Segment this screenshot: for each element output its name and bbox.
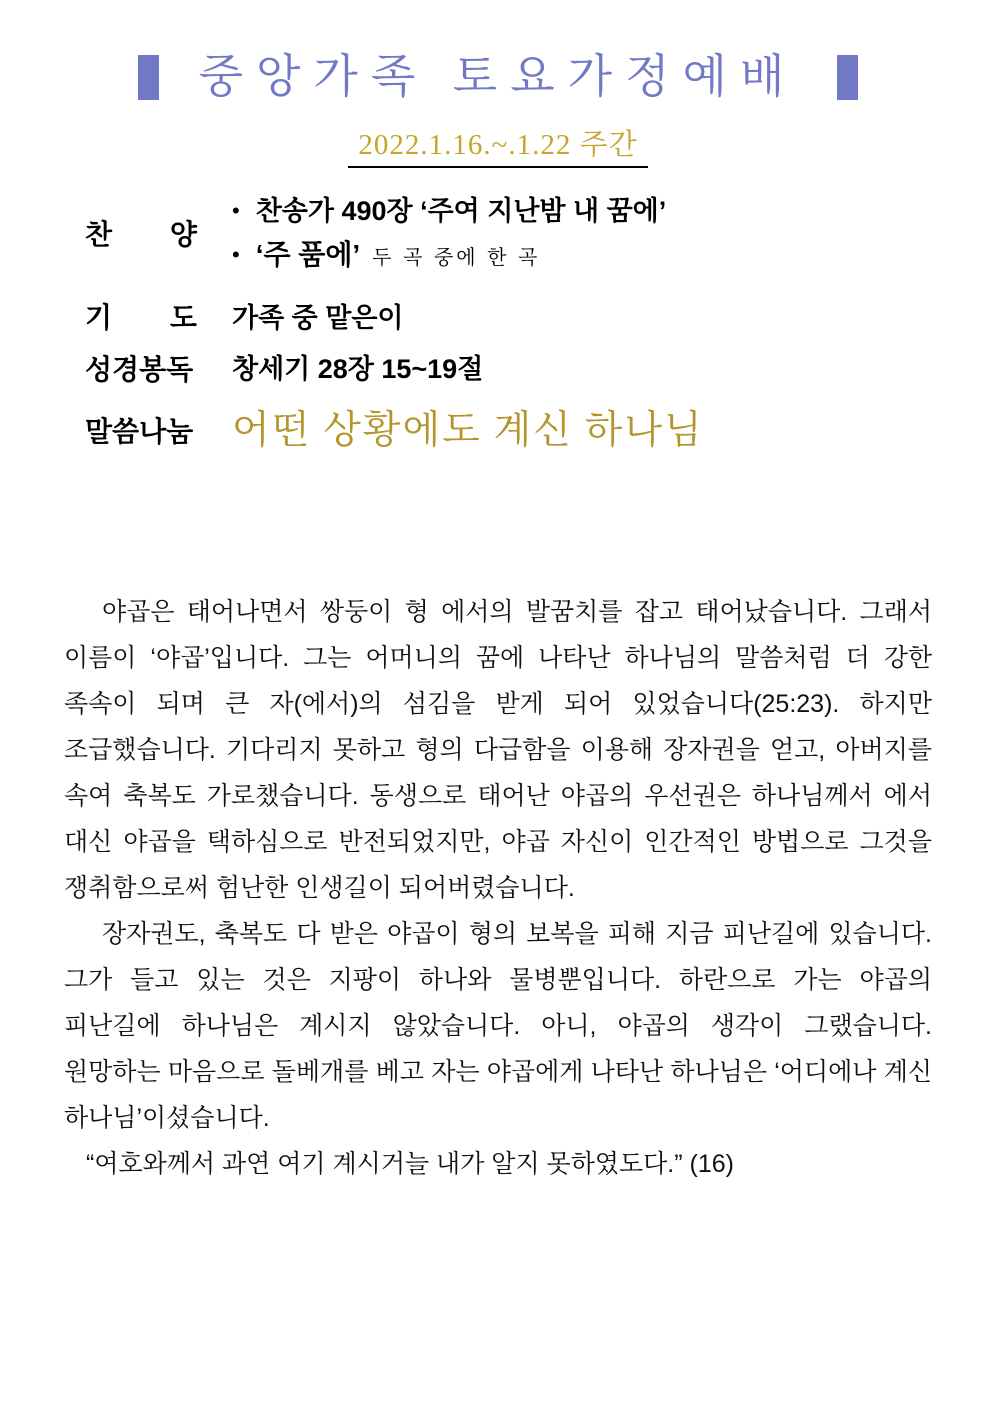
scripture-label: 성경봉독 [85,353,194,385]
prayer-value: 가족 중 맡은이 [232,302,404,333]
week-date-row [64,129,932,168]
page-title: 중앙가족 토요가정예배 [198,51,798,102]
praise-hymn: 찬송가 490장 ‘주여 지난밤 내 꿈에’ [255,195,667,226]
bullet-icon: • [232,241,240,267]
praise-hymn-line [232,190,666,234]
bullet-icon: • [232,197,240,223]
title-left-bar-icon [138,55,159,100]
scripture-row [64,353,932,387]
praise-song-note: 두 곡 중에 한 곡 [372,246,541,269]
meditation-text [64,589,932,1187]
header [64,52,932,103]
sermon-row [64,408,932,455]
meditation-paragraph-1: 야곱은 태어나면서 쌍둥이 형 에서의 발꿈치를 잡고 태어났습니다. 그래서 이름이 ‘야곱’입니다. 그는 어머니의 꿈에 나타난 하나님의 말씀처럼 더 강한 족속이 되며 큰 자(에서)의 섬김을 받게 되어 있었습니다(25:23). 하지만 조급했습니다. 기다리지 못하고 형의 다급함을 이용해 장자권을 얻고, 아버지를 속여 축복도 가로챘습니다. 동생으로 태어난 야곱의 우선권은 하나님께서 에서 대신 야곱을 택하심으로 반전되었지만, 야곱 자신이 인간적인 방법으로 그것을 쟁취함으로써 험난한 인생길이 되어버렸습니다. [64,597,932,902]
prayer-row [64,301,932,335]
scripture-value: 창세기 28장 15~19절 [232,354,484,385]
meditation-paragraph-2: 장자권도, 축복도 다 받은 야곱이 형의 보복을 피해 지금 피난길에 있습니다. 그가 들고 있는 것은 지팡이 하나와 물병뿐입니다. 하란으로 가는 야곱의 피난길에 하나님은 계시지 않았습니다. 아니, 야곱의 생각이 그랬습니다. 원망하는 마음으로 돌베개를 베고 자는 야곱에게 나타난 하나님은 ‘어디에나 계신 하나님’이셨습니다. [64,919,932,1132]
worship-order [64,190,932,455]
praise-song-line [232,234,666,279]
week-date: 2022.1.16.~.1.22 주간 [348,129,647,168]
praise-song: ‘주 품에’ [255,238,361,270]
title-right-bar-icon [837,55,858,100]
praise-content [232,190,666,279]
praise-label: 찬 양 [85,218,197,250]
sermon-title: 어떤 상황에도 계신 하나님 [232,409,704,453]
prayer-label: 기 도 [85,301,197,333]
praise-row [64,190,932,279]
sermon-label: 말씀나눔 [85,415,194,447]
scripture-quote: “여호와께서 과연 여기 계시거늘 내가 알지 못하였도다.” (16) [86,1149,734,1178]
